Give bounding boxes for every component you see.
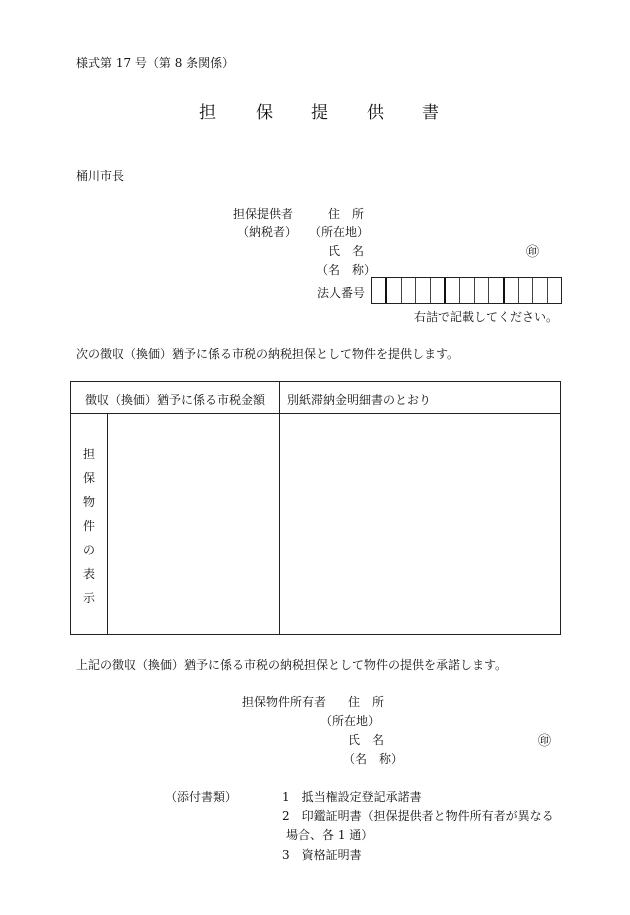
title-char: 書 — [422, 103, 439, 123]
seal-icon: ㊞ — [526, 245, 540, 260]
digit-cell[interactable] — [518, 278, 532, 303]
title-char: 担 — [199, 103, 216, 123]
owner-role: 担保物件所有者 — [242, 695, 327, 709]
provider-role: 担保提供者 — [233, 207, 294, 221]
provider-role-sub: （納税者） — [237, 225, 298, 239]
digit-cell[interactable] — [488, 278, 502, 303]
document-title — [0, 98, 630, 122]
corp-number-label: 法人番号 — [317, 286, 366, 300]
digit-cell[interactable] — [503, 278, 518, 303]
attachments-label: （添付書類） — [165, 790, 238, 804]
digit-cell[interactable] — [532, 278, 546, 303]
owner-address-sub: （所在地） — [320, 714, 381, 728]
side-label-char: の — [82, 543, 95, 557]
digit-cell[interactable] — [474, 278, 488, 303]
side-label-char: 保 — [82, 471, 95, 485]
collateral-table — [70, 381, 561, 635]
digit-cell[interactable] — [401, 278, 415, 303]
digit-cell[interactable] — [372, 278, 385, 303]
attachment-item: 場合、各 1 通） — [286, 828, 374, 842]
provider-name-label: 氏 名 — [328, 244, 365, 258]
attachment-item: 2 印鑑証明書（担保提供者と物件所有者が異なる — [282, 809, 554, 823]
owner-name-label: 氏 名 — [348, 733, 385, 747]
form-number: 様式第 17 号（第 8 条関係） — [76, 56, 235, 70]
addressee: 桶川市長 — [76, 169, 125, 183]
statement-provide: 次の徴収（換価）猶予に係る市税の納税担保として物件を提供します。 — [76, 347, 460, 361]
collateral-description-area[interactable] — [108, 414, 560, 634]
provider-address-label: 住 所 — [328, 207, 365, 221]
title-char: 保 — [256, 103, 273, 123]
digit-cell[interactable] — [444, 278, 459, 303]
seal-icon: ㊞ — [538, 734, 552, 749]
owner-name-sub: （名 称） — [343, 752, 404, 766]
digit-cell[interactable] — [385, 278, 400, 303]
digit-cell[interactable] — [547, 278, 561, 303]
side-label-char: 物 — [82, 495, 95, 509]
owner-address-label: 住 所 — [348, 695, 385, 709]
digit-cell[interactable] — [415, 278, 429, 303]
side-label-char: 担 — [82, 447, 95, 461]
provider-address-sub: （所在地） — [309, 225, 370, 239]
side-label-char: 示 — [82, 591, 95, 605]
corp-number-note: 右詰で記載してください。 — [414, 310, 559, 324]
side-label-char: 表 — [82, 567, 95, 581]
side-label-char: 件 — [82, 519, 95, 533]
digit-cell[interactable] — [430, 278, 444, 303]
corp-number-field[interactable] — [371, 277, 562, 304]
attachment-item: 3 資格証明書 — [282, 848, 362, 862]
header-tax-amount: 徴収（換価）猶予に係る市税金額 — [85, 393, 266, 407]
attachment-item: 1 抵当権設定登記承諾書 — [282, 790, 422, 804]
title-char: 提 — [311, 103, 328, 123]
provider-name-sub: （名 称） — [316, 263, 377, 277]
digit-cell[interactable] — [459, 278, 473, 303]
header-tax-value: 別紙滞納金明細書のとおり — [287, 393, 432, 407]
statement-consent: 上記の徴収（換価）猶予に係る市税の納税担保として物件の提供を承諾します。 — [76, 658, 508, 672]
title-char: 供 — [367, 103, 384, 123]
